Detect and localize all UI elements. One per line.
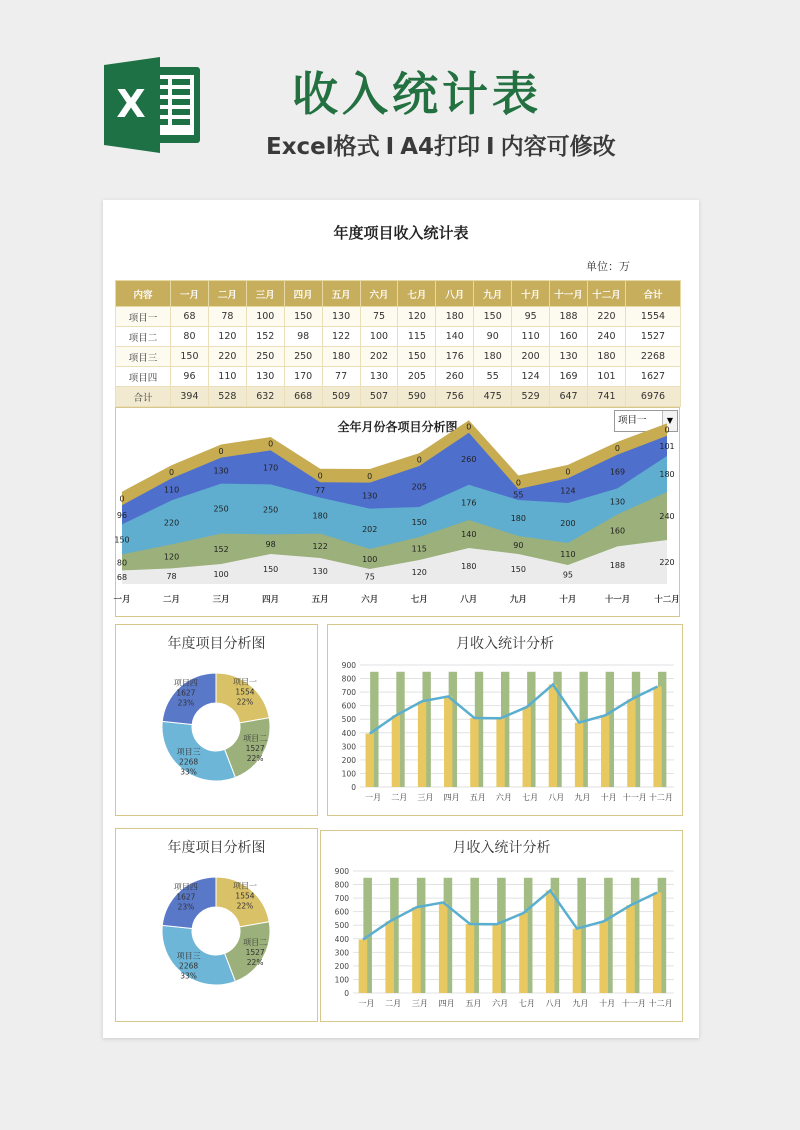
- combo-title: 月收入统计分析: [452, 840, 551, 856]
- x-tick-label: 十二月: [654, 595, 680, 605]
- x-tick-label: 三月: [212, 595, 230, 605]
- area-data-label: 0: [515, 478, 521, 488]
- y-tick-label: 600: [341, 701, 356, 711]
- table-header-cell: 五月: [322, 281, 360, 307]
- x-tick-label: 四月: [438, 999, 455, 1008]
- x-tick-label: 一月: [113, 595, 131, 605]
- table-cell[interactable]: 110: [208, 367, 246, 387]
- bar-value: [627, 699, 635, 787]
- y-tick-label: 300: [341, 742, 356, 752]
- table-cell[interactable]: 2268: [626, 347, 681, 367]
- page-subtitle: [266, 128, 616, 161]
- y-tick-label: 100: [341, 769, 356, 779]
- x-tick-label: 十月: [600, 793, 617, 802]
- table-cell[interactable]: 509: [322, 387, 360, 407]
- table-cell[interactable]: 160: [550, 327, 588, 347]
- area-data-label: 0: [565, 467, 571, 477]
- donut-label: 1554: [235, 687, 255, 697]
- x-tick-label: 三月: [417, 793, 434, 802]
- table-header-row: [116, 281, 681, 307]
- table-cell[interactable]: 180: [587, 347, 625, 367]
- table-header-cell: 二月: [208, 281, 246, 307]
- area-data-label: 188: [609, 561, 626, 571]
- area-data-label: 0: [268, 439, 274, 449]
- donut-label: 项目三: [176, 747, 201, 757]
- table-cell[interactable]: 200: [512, 347, 550, 367]
- table-cell[interactable]: 169: [550, 367, 588, 387]
- table-cell[interactable]: 96: [171, 367, 209, 387]
- table-cell[interactable]: 180: [322, 347, 360, 367]
- bar-value: [653, 893, 662, 993]
- income-table: [115, 280, 681, 407]
- x-tick-label: 十月: [559, 595, 577, 605]
- table-cell[interactable]: 98: [284, 327, 322, 347]
- table-header-cell: 十一月: [550, 281, 588, 307]
- table-cell[interactable]: 95: [512, 307, 550, 327]
- area-data-label: 80: [116, 558, 128, 568]
- area-data-label: 240: [659, 512, 675, 521]
- y-tick-label: 700: [341, 688, 356, 698]
- x-tick-label: 十一月: [604, 595, 631, 605]
- table-cell[interactable]: 101: [587, 367, 625, 387]
- x-tick-label: 四月: [443, 793, 460, 802]
- table-cell[interactable]: 100: [360, 327, 398, 347]
- table-cell[interactable]: 项目四: [116, 367, 171, 387]
- donut-label: 22%: [236, 901, 254, 911]
- y-tick-label: 500: [334, 921, 349, 931]
- area-data-label: 180: [312, 511, 328, 521]
- area-data-label: 260: [461, 454, 477, 464]
- table-cell[interactable]: 项目三: [116, 347, 171, 367]
- area-data-label: 55: [513, 490, 524, 500]
- table-cell[interactable]: 590: [398, 387, 436, 407]
- bar-value: [573, 929, 582, 993]
- bar-value: [385, 921, 394, 993]
- bar-value: [492, 924, 501, 993]
- area-data-label: 130: [213, 466, 229, 476]
- area-data-label: 110: [163, 485, 180, 495]
- table-cell[interactable]: 176: [436, 347, 474, 367]
- donut-label: 22%: [236, 697, 254, 707]
- area-data-label: 100: [362, 555, 378, 564]
- donut-label: 项目一: [232, 881, 257, 891]
- unit-label: 单位：万: [586, 260, 630, 273]
- table-cell[interactable]: 220: [587, 307, 625, 327]
- y-tick-label: 800: [334, 880, 349, 890]
- x-tick-label: 四月: [262, 595, 280, 605]
- area-data-label: 205: [411, 482, 427, 492]
- subtitle-editable: 内容可修改: [500, 134, 616, 160]
- area-data-label: 100: [213, 570, 229, 579]
- x-tick-label: 十月: [599, 999, 616, 1008]
- x-tick-label: 七月: [518, 999, 535, 1008]
- bar-value: [444, 696, 452, 787]
- table-header-cell: 三月: [246, 281, 284, 307]
- table-cell[interactable]: 150: [474, 307, 512, 327]
- donut-label: 项目四: [173, 678, 198, 688]
- area-data-label: 75: [364, 572, 375, 582]
- x-tick-label: 十一月: [621, 999, 646, 1008]
- x-tick-label: 六月: [361, 595, 379, 605]
- x-tick-label: 十二月: [648, 999, 673, 1008]
- area-data-label: 130: [609, 497, 626, 507]
- excel-logo: [104, 57, 204, 153]
- table-header-cell: 合计: [626, 281, 681, 307]
- x-tick-label: 八月: [545, 999, 562, 1008]
- y-tick-label: 900: [334, 867, 349, 876]
- x-tick-label: 九月: [574, 793, 591, 802]
- table-cell[interactable]: 68: [171, 307, 209, 327]
- table-cell[interactable]: 205: [398, 367, 436, 387]
- table-cell[interactable]: 130: [550, 347, 588, 367]
- table-cell[interactable]: 507: [360, 387, 398, 407]
- table-cell[interactable]: 80: [171, 327, 209, 347]
- table-cell[interactable]: 202: [360, 347, 398, 367]
- area-data-label: 0: [119, 494, 125, 504]
- table-cell[interactable]: 250: [246, 347, 284, 367]
- combo-panel-2: [320, 830, 683, 1022]
- donut-label: 33%: [180, 971, 197, 981]
- bar-value: [626, 905, 635, 993]
- table-row: [116, 367, 681, 387]
- table-cell[interactable]: 188: [550, 307, 588, 327]
- x-tick-label: 五月: [311, 595, 329, 605]
- table-cell[interactable]: 475: [474, 387, 512, 407]
- subtitle-separator: I: [385, 134, 395, 160]
- area-data-label: 120: [411, 568, 427, 577]
- bar-value: [599, 921, 608, 993]
- logo-letter: X: [116, 82, 146, 126]
- donut-label: 22%: [246, 754, 264, 764]
- x-tick-label: 九月: [572, 999, 589, 1008]
- area-data-label: 124: [560, 486, 576, 496]
- donut-label: 项目二: [243, 938, 268, 948]
- x-tick-label: 五月: [469, 793, 486, 802]
- area-data-label: 0: [168, 467, 175, 477]
- bar-value: [366, 734, 374, 787]
- bar-value: [549, 685, 557, 787]
- area-data-label: 180: [659, 470, 675, 479]
- area-data-label: 250: [262, 505, 279, 515]
- table-cell[interactable]: 120: [398, 307, 436, 327]
- y-tick-label: 700: [334, 894, 349, 904]
- table-cell[interactable]: 110: [512, 327, 550, 347]
- area-data-label: 130: [312, 567, 328, 576]
- x-tick-label: 二月: [391, 793, 408, 802]
- combo-chart: [321, 831, 682, 1021]
- table-cell[interactable]: 528: [208, 387, 246, 407]
- x-tick-label: 二月: [163, 595, 181, 605]
- bar-value: [392, 715, 400, 787]
- table-body: [116, 307, 681, 407]
- table-header-cell: 四月: [284, 281, 322, 307]
- table-cell[interactable]: 180: [474, 347, 512, 367]
- donut-label: 1554: [235, 891, 255, 901]
- area-data-label: 115: [411, 544, 427, 554]
- table-cell[interactable]: 130: [322, 307, 360, 327]
- area-data-label: 98: [265, 540, 276, 550]
- table-header-cell: 十月: [512, 281, 550, 307]
- page-header: [0, 0, 800, 190]
- table-cell[interactable]: 140: [436, 327, 474, 347]
- table-cell[interactable]: 150: [398, 347, 436, 367]
- area-data-label: 77: [315, 485, 326, 495]
- donut-label: 1527: [245, 948, 265, 958]
- table-cell[interactable]: 150: [171, 347, 209, 367]
- bar-value: [470, 718, 478, 787]
- x-tick-label: 一月: [365, 793, 382, 802]
- area-data-label: 180: [510, 514, 527, 523]
- donut-label: 项目一: [232, 677, 257, 687]
- area-data-label: 130: [362, 491, 378, 501]
- x-tick-label: 三月: [411, 999, 428, 1008]
- table-cell[interactable]: 130: [360, 367, 398, 387]
- area-data-label: 200: [560, 519, 576, 528]
- table-cell[interactable]: 668: [284, 387, 322, 407]
- bar-value: [653, 687, 661, 787]
- table-cell[interactable]: 1627: [626, 367, 681, 387]
- table-cell[interactable]: 170: [284, 367, 322, 387]
- donut-chart: [116, 625, 317, 815]
- area-data-label: 152: [213, 544, 229, 554]
- bar-value: [439, 902, 448, 993]
- area-data-label: 122: [312, 541, 328, 551]
- table-cell[interactable]: 1554: [626, 307, 681, 327]
- table-header-cell: 内容: [116, 281, 171, 307]
- area-data-label: 96: [116, 510, 128, 520]
- combo-title: 月收入统计分析: [456, 636, 554, 652]
- spreadsheet-page: [103, 200, 699, 1038]
- table-header-cell: 八月: [436, 281, 474, 307]
- donut-chart: [116, 829, 317, 1021]
- x-tick-label: 七月: [410, 595, 428, 605]
- subtitle-format: Excel格式: [266, 134, 380, 160]
- area-chart-panel: [115, 407, 680, 617]
- area-data-label: 160: [609, 526, 626, 536]
- area-data-label: 150: [262, 565, 279, 574]
- area-data-label: 140: [461, 530, 477, 539]
- donut-title: 年度项目分析图: [167, 636, 266, 652]
- donut-title: 年度项目分析图: [167, 840, 266, 856]
- area-data-label: 0: [664, 425, 670, 435]
- x-tick-label: 八月: [460, 595, 478, 605]
- bar-value: [412, 907, 421, 993]
- bar-value: [575, 723, 583, 787]
- area-data-label: 110: [560, 550, 576, 559]
- bar-value: [519, 913, 528, 993]
- chevron-down-icon[interactable]: ▼: [662, 411, 677, 431]
- table-cell[interactable]: 120: [208, 327, 246, 347]
- donut-label: 2268: [179, 961, 199, 971]
- table-cell[interactable]: 75: [360, 307, 398, 327]
- donut-label: 1627: [176, 688, 196, 698]
- subtitle-print: A4打印: [400, 134, 481, 160]
- area-data-label: 220: [659, 558, 675, 567]
- table-cell[interactable]: 741: [587, 387, 625, 407]
- area-data-label: 202: [362, 524, 378, 534]
- table-row: [116, 327, 681, 347]
- donut-label: 2268: [179, 757, 199, 767]
- x-tick-label: 六月: [492, 999, 509, 1008]
- page-title: 收入统计表: [292, 67, 542, 121]
- x-tick-label: 七月: [522, 793, 539, 802]
- area-data-label: 90: [513, 541, 524, 550]
- donut-label: 33%: [180, 767, 197, 777]
- bar-value: [496, 718, 504, 787]
- table-cell[interactable]: 77: [322, 367, 360, 387]
- donut-label: 23%: [177, 902, 195, 912]
- table-cell[interactable]: 100: [246, 307, 284, 327]
- table-cell[interactable]: 55: [474, 367, 512, 387]
- y-tick-label: 300: [334, 948, 349, 958]
- y-tick-label: 600: [334, 907, 349, 917]
- x-tick-label: 八月: [548, 793, 565, 802]
- donut-label: 项目二: [243, 734, 268, 744]
- subtitle-separator: I: [486, 134, 495, 160]
- area-data-label: 150: [114, 535, 130, 545]
- table-header-cell: 九月: [474, 281, 512, 307]
- donut-label: 22%: [246, 958, 264, 968]
- table-cell[interactable]: 394: [171, 387, 209, 407]
- area-data-label: 0: [416, 455, 422, 465]
- donut-label: 23%: [177, 698, 195, 708]
- table-row: [116, 307, 681, 327]
- area-chart: [113, 408, 680, 616]
- area-data-label: 120: [163, 552, 180, 562]
- table-cell[interactable]: 合计: [116, 387, 171, 407]
- area-chart-title: 全年月份各项目分析图: [337, 420, 458, 434]
- area-data-label: 170: [262, 463, 279, 473]
- table-row: [116, 347, 681, 367]
- table-cell[interactable]: 250: [284, 347, 322, 367]
- x-tick-label: 二月: [385, 999, 402, 1008]
- x-tick-label: 十二月: [648, 793, 673, 802]
- table-header-cell: 六月: [360, 281, 398, 307]
- table-row: [116, 387, 681, 407]
- area-data-label: 0: [367, 471, 373, 481]
- area-data-label: 169: [609, 467, 626, 477]
- y-tick-label: 0: [351, 783, 356, 792]
- table-header-cell: 十二月: [587, 281, 625, 307]
- table-cell[interactable]: 115: [398, 327, 436, 347]
- y-tick-label: 0: [344, 989, 349, 998]
- bar-value: [418, 701, 426, 787]
- y-tick-label: 200: [334, 961, 349, 971]
- table-cell[interactable]: 项目一: [116, 307, 171, 327]
- bar-value: [466, 924, 475, 993]
- x-tick-label: 五月: [465, 999, 482, 1008]
- area-data-label: 150: [411, 518, 427, 527]
- y-tick-label: 100: [334, 975, 349, 985]
- y-tick-label: 400: [334, 934, 349, 944]
- table-cell[interactable]: 220: [208, 347, 246, 367]
- area-data-label: 68: [116, 573, 128, 583]
- table-cell[interactable]: 150: [284, 307, 322, 327]
- y-tick-label: 200: [341, 755, 356, 765]
- x-tick-label: 十一月: [622, 793, 647, 802]
- area-data-label: 220: [163, 518, 180, 528]
- donut-panel-2: [115, 828, 318, 1022]
- table-cell[interactable]: 756: [436, 387, 474, 407]
- y-tick-label: 900: [341, 661, 356, 670]
- table-header-cell: 七月: [398, 281, 436, 307]
- table-cell[interactable]: 260: [436, 367, 474, 387]
- area-data-label: 0: [317, 471, 323, 481]
- table-cell[interactable]: 6976: [626, 387, 681, 407]
- table-cell[interactable]: 90: [474, 327, 512, 347]
- donut-label: 项目三: [176, 951, 201, 961]
- y-tick-label: 400: [341, 728, 356, 738]
- area-data-label: 150: [510, 565, 527, 574]
- bar-value: [523, 707, 531, 787]
- table-cell[interactable]: 529: [512, 387, 550, 407]
- table-cell[interactable]: 632: [246, 387, 284, 407]
- y-tick-label: 500: [341, 715, 356, 725]
- bar-value: [546, 891, 555, 993]
- bar-value: [601, 715, 609, 787]
- table-cell[interactable]: 240: [587, 327, 625, 347]
- area-data-label: 78: [166, 572, 177, 582]
- donut-panel-1: [115, 624, 318, 816]
- x-tick-label: 一月: [358, 999, 375, 1008]
- area-data-label: 95: [562, 570, 574, 580]
- table-cell[interactable]: 1527: [626, 327, 681, 347]
- donut-label: 项目四: [173, 882, 198, 892]
- table-cell[interactable]: 130: [246, 367, 284, 387]
- table-header-cell: 一月: [171, 281, 209, 307]
- combo-chart: [328, 625, 682, 815]
- table-cell[interactable]: 152: [246, 327, 284, 347]
- x-tick-label: 六月: [495, 793, 512, 802]
- combo-panel-1: [327, 624, 683, 816]
- area-data-label: 176: [461, 498, 477, 508]
- x-tick-label: 九月: [509, 595, 527, 605]
- area-data-label: 0: [614, 444, 621, 454]
- area-data-label: 0: [218, 447, 224, 457]
- table-cell[interactable]: 124: [512, 367, 550, 387]
- sheet-title: 年度项目收入统计表: [333, 224, 469, 242]
- donut-label: 1527: [245, 744, 265, 754]
- area-data-label: 101: [659, 441, 675, 451]
- bar-value: [359, 940, 368, 993]
- table-cell[interactable]: 项目二: [116, 327, 171, 347]
- area-data-label: 180: [461, 562, 477, 571]
- donut-label: 1627: [176, 892, 196, 902]
- table-cell[interactable]: 180: [436, 307, 474, 327]
- area-data-label: 250: [213, 504, 229, 514]
- table-cell[interactable]: 78: [208, 307, 246, 327]
- project-select-value: 项目一: [618, 415, 647, 426]
- y-tick-label: 800: [341, 674, 356, 684]
- table-cell[interactable]: 647: [550, 387, 588, 407]
- table-cell[interactable]: 122: [322, 327, 360, 347]
- area-data-label: 0: [466, 422, 472, 432]
